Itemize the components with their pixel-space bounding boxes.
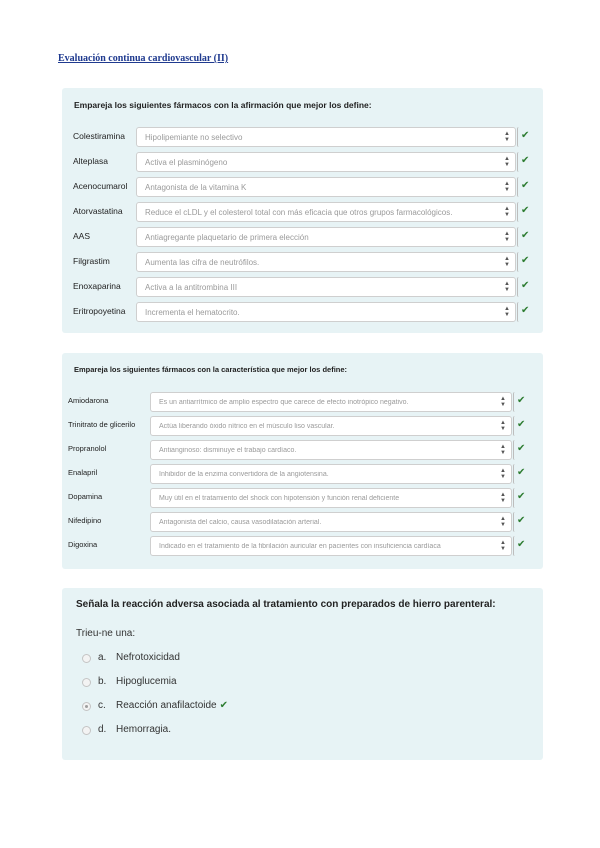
match-row (62, 440, 543, 460)
answer-select[interactable] (136, 227, 516, 247)
updown-arrows-icon: ▲ ▼ (504, 206, 510, 218)
check-icon: ✔ (517, 515, 526, 526)
match-row (62, 416, 543, 436)
match-row (62, 277, 543, 297)
answer-select[interactable] (150, 536, 512, 556)
check-icon: ✔ (517, 395, 526, 406)
check-icon: ✔ (521, 305, 530, 316)
updown-arrows-icon: ▲ ▼ (504, 131, 510, 143)
answer-select[interactable] (150, 416, 512, 436)
radio-button-selected[interactable] (82, 702, 91, 711)
radio-button[interactable] (82, 654, 91, 663)
match-row (62, 202, 543, 222)
check-icon: ✔ (521, 130, 530, 141)
select-value: Antagonista de la vitamina K (145, 183, 247, 192)
updown-arrows-icon: ▲ ▼ (504, 156, 510, 168)
answer-select[interactable] (136, 127, 516, 147)
match-row (62, 252, 543, 272)
check-icon: ✔ (521, 230, 530, 241)
answer-select[interactable] (150, 512, 512, 532)
select-value: Inhibidor de la enzima convertidora de la angiotensina. (159, 471, 329, 478)
radio-button[interactable] (82, 678, 91, 687)
drug-label: Atorvastatina (73, 206, 123, 216)
match-row (62, 127, 543, 147)
select-value: Aumenta las cifra de neutrófilos. (145, 258, 260, 267)
question-1-title: Empareja los siguientes fármacos con la afirmación que mejor los define: (74, 100, 372, 110)
answer-select[interactable] (150, 488, 512, 508)
select-value: Indicado en el tratamiento de la fibrilación auricular en pacientes con insuficiencia cardíaca (159, 543, 441, 550)
check-icon: ✔ (521, 205, 530, 216)
match-row (62, 512, 543, 532)
drug-label: Digoxina (68, 540, 98, 549)
drug-label: Propranolol (68, 444, 107, 453)
option-text: Nefrotoxicidad (116, 652, 180, 663)
drug-label: Eritropoyetina (73, 306, 126, 316)
select-value: Activa a la antitrombina III (145, 283, 238, 292)
updown-arrows-icon: ▲ ▼ (500, 540, 506, 552)
drug-label: Enoxaparina (73, 281, 121, 291)
match-row (62, 488, 543, 508)
drug-label: Dopamina (68, 492, 103, 501)
select-value: Es un antiarrítmico de amplio espectro que carece de efecto inotrópico negativo. (159, 399, 409, 406)
check-icon: ✔ (521, 180, 530, 191)
drug-label: Trinitrato de glicerilo (68, 420, 136, 429)
option-letter: a. (98, 652, 107, 663)
question-3-title: Señala la reacción adversa asociada al tratamiento con preparados de hierro parenteral: (76, 599, 496, 610)
updown-arrows-icon: ▲ ▼ (504, 231, 510, 243)
option-b[interactable] (82, 675, 382, 691)
select-value: Actúa liberando óxido nítrico en el músculo liso vascular. (159, 423, 335, 430)
updown-arrows-icon: ▲ ▼ (504, 256, 510, 268)
question-3-card (62, 588, 543, 760)
match-row (62, 227, 543, 247)
match-row (62, 152, 543, 172)
check-icon: ✔ (517, 491, 526, 502)
check-icon: ✔ (521, 155, 530, 166)
updown-arrows-icon: ▲ ▼ (500, 420, 506, 432)
drug-label: AAS (73, 231, 91, 241)
option-text: Reacción anafilactoide (116, 700, 217, 711)
drug-label: Acenocumarol (73, 181, 128, 191)
option-letter: d. (98, 724, 107, 735)
answer-select[interactable] (136, 252, 516, 272)
question-2-title: Empareja los siguientes fármacos con la característica que mejor los define: (74, 365, 348, 374)
answer-select[interactable] (150, 392, 512, 412)
select-value: Antagonista del calcio, causa vasodilatación arterial. (159, 519, 322, 526)
answer-select[interactable] (136, 152, 516, 172)
question-2-card (62, 353, 543, 569)
drug-label: Filgrastim (73, 256, 110, 266)
option-text: Hemorragia. (116, 724, 172, 735)
option-d[interactable] (82, 723, 382, 739)
select-value: Incrementa el hematocrito. (145, 308, 240, 317)
updown-arrows-icon: ▲ ▼ (500, 396, 506, 408)
updown-arrows-icon: ▲ ▼ (504, 181, 510, 193)
check-icon: ✔ (517, 539, 526, 550)
drug-label: Enalapril (68, 468, 98, 477)
match-row (62, 536, 543, 556)
updown-arrows-icon: ▲ ▼ (500, 444, 506, 456)
answer-select[interactable] (136, 202, 516, 222)
option-c[interactable] (82, 699, 382, 715)
match-row (62, 392, 543, 412)
check-icon: ✔ (517, 419, 526, 430)
select-value: Antianginoso: disminuye el trabajo cardíaco. (159, 447, 297, 454)
select-value: Reduce el cLDL y el colesterol total con más eficacia que otros grupos farmacológicos. (145, 208, 453, 217)
answer-select[interactable] (136, 277, 516, 297)
question-3-prompt: Trieu-ne una: (76, 628, 136, 639)
select-value: Antiagregante plaquetario de primera elección (145, 233, 309, 242)
updown-arrows-icon: ▲ ▼ (500, 468, 506, 480)
option-a[interactable] (82, 651, 382, 667)
updown-arrows-icon: ▲ ▼ (500, 516, 506, 528)
question-1-card (62, 88, 543, 333)
select-value: Hipolipemiante no selectivo (145, 133, 243, 142)
page-title[interactable]: Evaluación continua cardiovascular (II) (58, 53, 229, 64)
check-icon: ✔ (521, 255, 530, 266)
answer-select[interactable] (136, 177, 516, 197)
updown-arrows-icon: ▲ ▼ (500, 492, 506, 504)
option-letter: c. (98, 700, 106, 711)
check-icon: ✔ (219, 700, 229, 711)
drug-label: Alteplasa (73, 156, 108, 166)
check-icon: ✔ (517, 467, 526, 478)
option-text-wrap (116, 700, 228, 711)
updown-arrows-icon: ▲ ▼ (504, 306, 510, 318)
answer-select[interactable] (136, 302, 516, 322)
updown-arrows-icon: ▲ ▼ (504, 281, 510, 293)
radio-button[interactable] (82, 726, 91, 735)
match-row (62, 302, 543, 322)
check-icon: ✔ (517, 443, 526, 454)
answer-select[interactable] (150, 440, 512, 460)
drug-label: Nifedipino (68, 516, 102, 525)
match-row (62, 464, 543, 484)
drug-label: Colestiramina (73, 131, 125, 141)
option-text: Hipoglucemia (116, 676, 177, 687)
select-value: Muy útil en el tratamiento del shock con hipotensión y función renal deficiente (159, 495, 400, 502)
select-value: Activa el plasminógeno (145, 158, 228, 167)
check-icon: ✔ (521, 280, 530, 291)
drug-label: Amiodarona (68, 396, 109, 405)
answer-select[interactable] (150, 464, 512, 484)
match-row (62, 177, 543, 197)
option-letter: b. (98, 676, 107, 687)
